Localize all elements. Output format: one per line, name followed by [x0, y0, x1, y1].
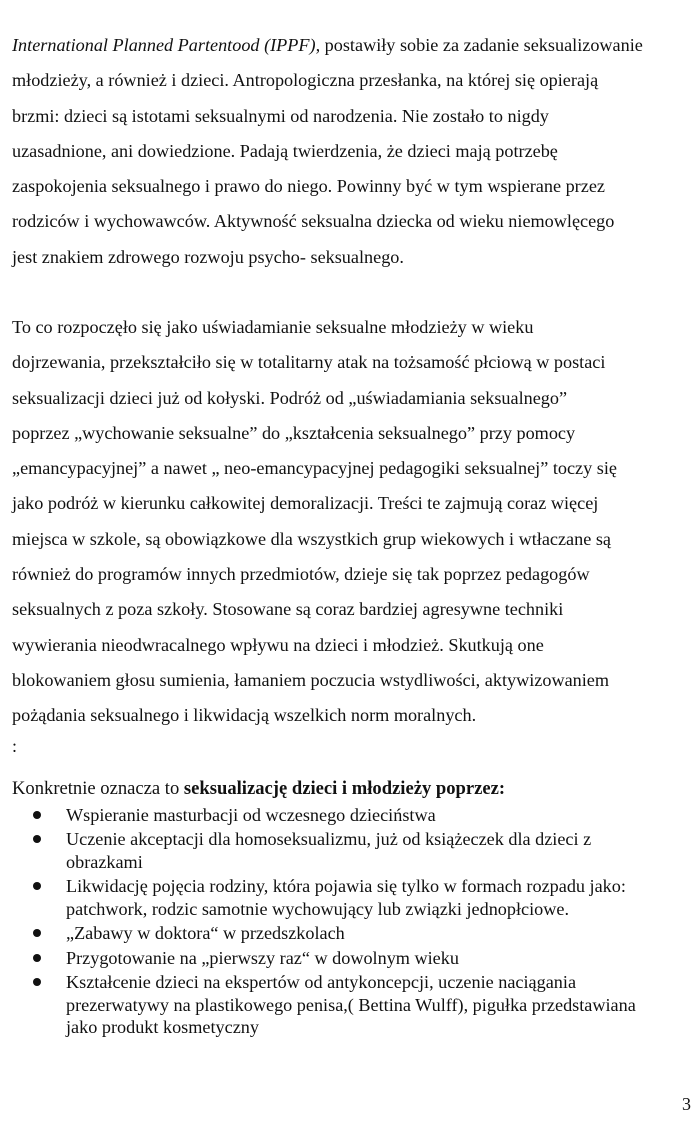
paragraph-line: International Planned Partentood (IPPF), postawiły sobie za zadanie seksualizowanie — [12, 35, 643, 55]
bullet-list — [0, 804, 697, 1041]
paragraph-line: jest znakiem zdrowego rozwoju psycho- seksualnego. — [12, 246, 404, 267]
paragraph-line: poprzez „wychowanie seksualne” do „kształcenia seksualnego” przy pomocy — [12, 422, 576, 443]
bullet-icon — [33, 978, 41, 986]
bullet-icon — [33, 929, 41, 937]
bullet-icon — [33, 882, 41, 890]
list-item: Likwidację pojęcia rodziny, która pojawia się tylko w formach rozpadu jako: patchwork, rodzic samotnie wychowujący lub związki jednopłciowe. — [0, 875, 697, 920]
paragraph-line: wywierania nieodwracalnego wpływu na dzieci i młodzież. Skutkują one — [12, 634, 544, 655]
paragraph-line: seksualnych z poza szkoły. Stosowane są coraz bardziej agresywne techniki — [12, 599, 564, 620]
paragraph-line: brzmi: dzieci są istotami seksualnymi od narodzenia. Nie zostało to nigdy — [12, 105, 549, 126]
paragraph-line: rodziców i wychowawców. Aktywność seksualna dziecka od wieku niemowlęcego — [12, 211, 615, 232]
list-item: Wspieranie masturbacji od wczesnego dzieciństwa — [0, 804, 697, 827]
paragraph-line: młodzieży, a również i dzieci. Antropologiczna przesłanka, na której się opierają — [12, 70, 599, 91]
list-intro-bold: seksualizację dzieci i młodzieży poprzez: — [183, 778, 506, 799]
paragraph-line: dojrzewania, przekształciło się w totalitarny atak na tożsamość płciową w postaci — [12, 352, 606, 373]
paragraph-line: zaspokojenia seksualnego i prawo do niego. Powinny być w tym wspierane przez — [12, 176, 605, 197]
paragraph-line: blokowaniem głosu sumienia, łamaniem poczucia wstydliwości, aktywizowaniem — [12, 669, 610, 690]
paragraph-line: uzasadnione, ani dowiedzione. Padają twierdzenia, że dzieci mają potrzebę — [12, 140, 558, 161]
org-name: International Planned Partentood (IPPF), — [12, 35, 321, 55]
list-item: Przygotowanie na „pierwszy raz“ w dowolnym wieku — [0, 947, 697, 970]
paragraph-line: pożądania seksualnego i likwidacją wszelkich norm moralnych. — [12, 705, 477, 726]
paragraph-line: również do programów innych przedmiotów, dzieje się tak poprzez pedagogów — [12, 564, 590, 585]
paragraph-ippf — [12, 28, 692, 275]
bullet-icon — [33, 811, 41, 819]
list-intro — [12, 776, 505, 802]
list-item: Kształcenie dzieci na ekspertów od antykoncepcji, uczenie naciągania prezerwatywy na plastikowego penisa,( Bettina Wulff), pigułka przedstawiana jako produkt kosmetyczny — [0, 971, 697, 1039]
list-item: Uczenie akceptacji dla homoseksualizmu, już od książeczek dla dzieci z obrazkami — [0, 828, 697, 873]
paragraph-line: „emancypacyjnej” a nawet „ neo-emancypacyjnej pedagogiki seksualnej” toczy się — [12, 458, 617, 479]
paragraph-line: miejsca w szkole, są obowiązkowe dla wszystkich grup wiekowych i wtłaczane są — [12, 528, 611, 549]
bullet-icon — [33, 835, 41, 843]
paragraph-line: jako podróż w kierunku całkowitej demoralizacji. Treści te zajmują coraz więcej — [12, 493, 599, 514]
list-item: „Zabawy w doktora“ w przedszkolach — [0, 922, 697, 945]
paragraph-line: seksualizacji dzieci już od kołyski. Podróż od „uświadamiania seksualnego” — [12, 387, 568, 408]
paragraph-sexual-education — [12, 310, 692, 734]
page-number: 3 — [682, 1094, 691, 1114]
bullet-icon — [33, 954, 41, 962]
paragraph-line: To co rozpoczęło się jako uświadamianie seksualne młodzieży w wieku — [12, 317, 534, 337]
colon-line: : — [12, 736, 18, 756]
list-intro-text: Konkretnie oznacza to — [12, 778, 184, 799]
